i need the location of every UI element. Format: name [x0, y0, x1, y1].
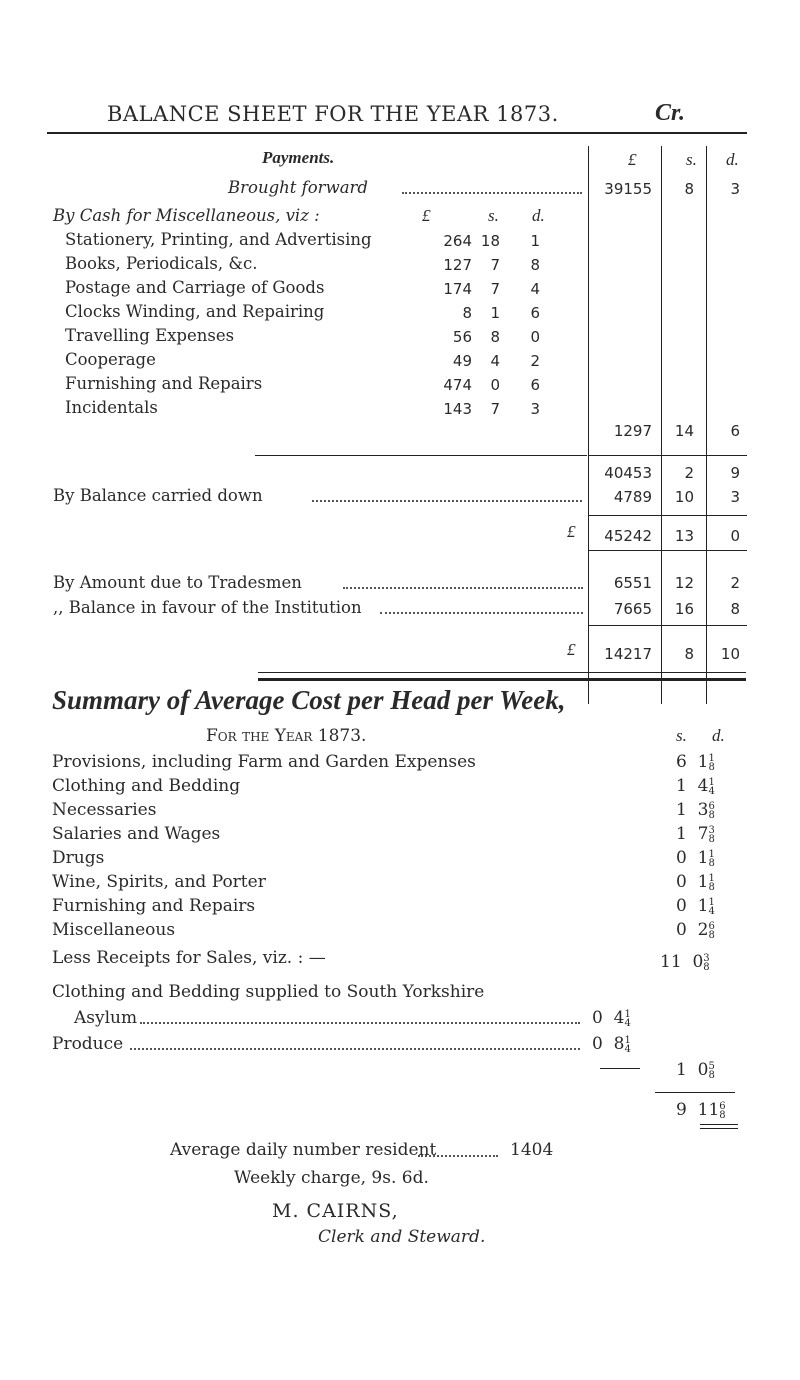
favour-label: ,, Balance in favour of the Institution — [53, 598, 362, 617]
frac-den: 4 — [624, 1043, 631, 1055]
receipt-clothing-pence: 4 — [613, 1008, 625, 1028]
frac-num: 6 — [708, 800, 715, 812]
summary-item-label: Furnishing and Repairs — [52, 896, 256, 916]
total-rule — [588, 625, 747, 626]
summary-item-fraction — [708, 826, 714, 844]
receipt-produce-fraction — [624, 1036, 630, 1054]
summary-item-fraction — [708, 778, 714, 796]
column-divider — [588, 146, 589, 704]
frac-den: 4 — [624, 1017, 631, 1029]
misc-total-pounds: 1297 — [613, 422, 652, 440]
summary-item-pence: 7 — [697, 824, 709, 844]
frac-num: 6 — [719, 1100, 726, 1112]
summary-item-label: Clothing and Bedding — [52, 776, 241, 796]
frac-den: 4 — [708, 785, 715, 797]
misc-total-shillings: 14 — [674, 422, 694, 440]
less-total-fraction — [708, 1062, 714, 1080]
misc-item-shillings: 8 — [490, 328, 500, 346]
misc-item-pounds: 143 — [443, 400, 472, 418]
gross-pence: 0 — [692, 952, 704, 972]
balance-label: By Balance carried down — [53, 486, 263, 505]
frac-den: 8 — [719, 1109, 726, 1121]
net-underline — [700, 1124, 738, 1125]
misc-item-shillings: 7 — [490, 280, 500, 298]
tradesmen-pence: 2 — [730, 574, 740, 592]
total-sign: £ — [567, 522, 576, 541]
summary-item-fraction — [708, 874, 714, 892]
net-underline — [700, 1128, 738, 1129]
less-total-shillings: 1 — [676, 1060, 687, 1080]
summary-item-label: Provisions, including Farm and Garden Expenses — [52, 752, 476, 772]
summary-item-pence: 1 — [697, 848, 709, 868]
misc-item-shillings: 4 — [490, 352, 500, 370]
summary-item-value — [676, 896, 715, 916]
brought-forward-shillings: 8 — [684, 180, 694, 198]
frac-den: 4 — [708, 905, 715, 917]
average-resident-label: Average daily number resident — [170, 1140, 437, 1160]
balance-pounds: 4789 — [613, 488, 652, 506]
less-total — [676, 1060, 715, 1080]
misc-item-pence: 8 — [530, 256, 540, 274]
leader-dots — [343, 587, 583, 589]
total-pounds: 45242 — [604, 527, 652, 545]
summary-item-value — [676, 920, 715, 940]
summary-item-shillings: 1 — [676, 800, 687, 820]
subtotal-shillings: 2 — [684, 464, 694, 482]
col-pence: d. — [726, 150, 739, 169]
misc-item-pounds: 8 — [462, 304, 472, 322]
misc-item-shillings: 7 — [490, 256, 500, 274]
total-shillings: 13 — [674, 527, 694, 545]
misc-item-pence: 1 — [530, 232, 540, 250]
inner-col-pence: d. — [532, 206, 545, 225]
brought-forward-pounds: 39155 — [604, 180, 652, 198]
receipt-produce-pence: 8 — [613, 1034, 625, 1054]
tradesmen-pounds: 6551 — [613, 574, 652, 592]
summary-item-label: Miscellaneous — [52, 920, 176, 940]
total-pence: 0 — [730, 527, 740, 545]
misc-item-label: Books, Periodicals, &c. — [65, 254, 258, 273]
misc-item-shillings: 1 — [490, 304, 500, 322]
payments-heading: Payments. — [262, 148, 335, 167]
summary-item-fraction — [708, 802, 714, 820]
summary-item-value — [676, 872, 715, 892]
summary-item-fraction — [708, 850, 714, 868]
header-rule — [47, 132, 747, 134]
summary-item-pence: 1 — [697, 752, 709, 772]
signature-role: Clerk and Steward. — [318, 1227, 486, 1247]
misc-item-label: Travelling Expenses — [65, 326, 235, 345]
frac-num: 3 — [703, 952, 710, 964]
misc-item-pounds: 56 — [452, 328, 472, 346]
summary-item-value — [676, 776, 715, 796]
summary-item-shillings: 6 — [676, 752, 687, 772]
receipt-produce-value — [592, 1034, 631, 1054]
summary-item-label: Salaries and Wages — [52, 824, 221, 844]
misc-heading: By Cash for Miscellaneous, viz : — [53, 206, 320, 225]
summary-item-shillings: 0 — [676, 848, 687, 868]
summary-item-pence: 2 — [697, 920, 709, 940]
misc-item-label: Clocks Winding, and Repairing — [65, 302, 325, 321]
frac-den: 8 — [708, 857, 715, 869]
summary-item-value — [676, 752, 715, 772]
grand-total-sign: £ — [567, 640, 576, 659]
summary-item-label: Drugs — [52, 848, 105, 868]
receipt-clothing-shillings: 0 — [592, 1008, 603, 1028]
frac-den: 8 — [703, 961, 710, 973]
weekly-charge: Weekly charge, 9s. 6d. — [234, 1168, 429, 1188]
frac-den: 8 — [708, 929, 715, 941]
leader-dots — [312, 500, 582, 502]
frac-num: 1 — [708, 872, 715, 884]
grand-total-pounds: 14217 — [604, 645, 652, 663]
misc-item-pounds: 127 — [443, 256, 472, 274]
frac-den: 8 — [708, 833, 715, 845]
grand-total-shillings: 8 — [684, 645, 694, 663]
summary-title: Summary of Average Cost per Head per Week, — [52, 685, 566, 715]
leader-dots — [380, 612, 583, 614]
total-rule — [588, 550, 747, 551]
misc-total-pence: 6 — [730, 422, 740, 440]
closing-rule-thick — [258, 678, 746, 681]
summary-item-pence: 1 — [697, 896, 709, 916]
summary-item-shillings: 0 — [676, 872, 687, 892]
brought-forward-pence: 3 — [730, 180, 740, 198]
misc-item-pence: 0 — [530, 328, 540, 346]
total-rule — [588, 515, 747, 516]
frac-num: 1 — [624, 1008, 631, 1020]
summary-item-fraction — [708, 754, 714, 772]
misc-item-pounds: 474 — [443, 376, 472, 394]
receipt-produce-label: Produce — [52, 1034, 124, 1054]
frac-den: 8 — [708, 809, 715, 821]
inner-col-pounds: £ — [422, 206, 431, 225]
subtotal-pounds: 40453 — [604, 464, 652, 482]
misc-item-shillings: 7 — [490, 400, 500, 418]
misc-item-label: Cooperage — [65, 350, 156, 369]
summary-item-shillings: 1 — [676, 776, 687, 796]
gross-total — [660, 952, 710, 972]
summary-col-s: s. — [676, 726, 687, 745]
summary-subtitle: For the Year 1873. — [206, 726, 367, 746]
summary-item-shillings: 1 — [676, 824, 687, 844]
summary-item-fraction — [708, 898, 714, 916]
net-rule — [655, 1092, 735, 1093]
summary-item-shillings: 0 — [676, 920, 687, 940]
misc-item-label: Stationery, Printing, and Advertising — [65, 230, 372, 249]
brought-forward-label: Brought forward — [228, 178, 368, 197]
misc-item-pence: 3 — [530, 400, 540, 418]
net-fraction — [719, 1102, 725, 1120]
less-total-pence: 0 — [697, 1060, 709, 1080]
average-resident-value: 1404 — [510, 1140, 554, 1160]
net-shillings: 9 — [676, 1100, 687, 1120]
frac-num: 1 — [624, 1034, 631, 1046]
frac-den: 8 — [708, 881, 715, 893]
frac-den: 8 — [708, 1069, 715, 1081]
leader-dots — [418, 1155, 498, 1157]
summary-col-d: d. — [712, 726, 725, 745]
page-title: BALANCE SHEET FOR THE YEAR 1873. — [107, 102, 559, 126]
misc-item-pounds: 264 — [443, 232, 472, 250]
favour-pence: 8 — [730, 600, 740, 618]
summary-item-label: Wine, Spirits, and Porter — [52, 872, 266, 892]
leader-dots — [140, 1022, 580, 1024]
misc-item-shillings: 0 — [490, 376, 500, 394]
inner-col-shillings: s. — [488, 206, 499, 225]
frac-num: 1 — [708, 848, 715, 860]
signature-name: M. CAIRNS, — [272, 1200, 399, 1222]
misc-item-pounds: 174 — [443, 280, 472, 298]
favour-shillings: 16 — [674, 600, 694, 618]
frac-num: 1 — [708, 896, 715, 908]
less-receipts-label: Less Receipts for Sales, viz. : — — [52, 948, 326, 968]
misc-item-label: Postage and Carriage of Goods — [65, 278, 325, 297]
balance-shillings: 10 — [674, 488, 694, 506]
receipt-clothing-label: Clothing and Bedding supplied to South Yorkshire — [52, 982, 485, 1002]
misc-item-pence: 4 — [530, 280, 540, 298]
misc-item-pounds: 49 — [452, 352, 472, 370]
subtotal-pence: 9 — [730, 464, 740, 482]
tradesmen-label: By Amount due to Tradesmen — [53, 573, 302, 592]
grand-total-pence: 10 — [720, 645, 740, 663]
gross-shillings: 11 — [660, 952, 682, 972]
misc-item-label: Incidentals — [65, 398, 158, 417]
frac-num: 5 — [708, 1060, 715, 1072]
misc-item-pence: 6 — [530, 304, 540, 322]
section-rule — [255, 455, 587, 456]
section-rule — [588, 455, 747, 456]
leader-dots — [402, 192, 582, 194]
less-rule — [600, 1068, 640, 1069]
misc-item-pence: 6 — [530, 376, 540, 394]
receipt-clothing-fraction — [624, 1010, 630, 1028]
receipt-asylum-label: Asylum — [74, 1008, 138, 1028]
frac-num: 1 — [708, 776, 715, 788]
col-pounds: £ — [628, 150, 637, 169]
credit-mark: Cr. — [655, 100, 686, 126]
frac-den: 8 — [708, 761, 715, 773]
summary-item-label: Necessaries — [52, 800, 157, 820]
closing-rule — [258, 672, 746, 673]
frac-num: 1 — [708, 752, 715, 764]
receipt-clothing-value — [592, 1008, 631, 1028]
summary-item-value — [676, 824, 715, 844]
summary-item-value — [676, 848, 715, 868]
net-total — [676, 1100, 726, 1120]
tradesmen-shillings: 12 — [674, 574, 694, 592]
summary-item-pence: 1 — [697, 872, 709, 892]
frac-num: 3 — [708, 824, 715, 836]
leader-dots — [130, 1048, 580, 1050]
summary-item-pence: 4 — [697, 776, 709, 796]
gross-fraction — [703, 954, 709, 972]
misc-item-shillings: 18 — [480, 232, 500, 250]
net-pence: 11 — [697, 1100, 720, 1120]
col-shillings: s. — [686, 150, 697, 169]
summary-item-pence: 3 — [697, 800, 709, 820]
summary-item-value — [676, 800, 715, 820]
misc-item-pence: 2 — [530, 352, 540, 370]
summary-item-fraction — [708, 922, 714, 940]
summary-item-shillings: 0 — [676, 896, 687, 916]
misc-item-label: Furnishing and Repairs — [65, 374, 263, 393]
receipt-produce-shillings: 0 — [592, 1034, 603, 1054]
frac-num: 6 — [708, 920, 715, 932]
balance-pence: 3 — [730, 488, 740, 506]
favour-pounds: 7665 — [613, 600, 652, 618]
